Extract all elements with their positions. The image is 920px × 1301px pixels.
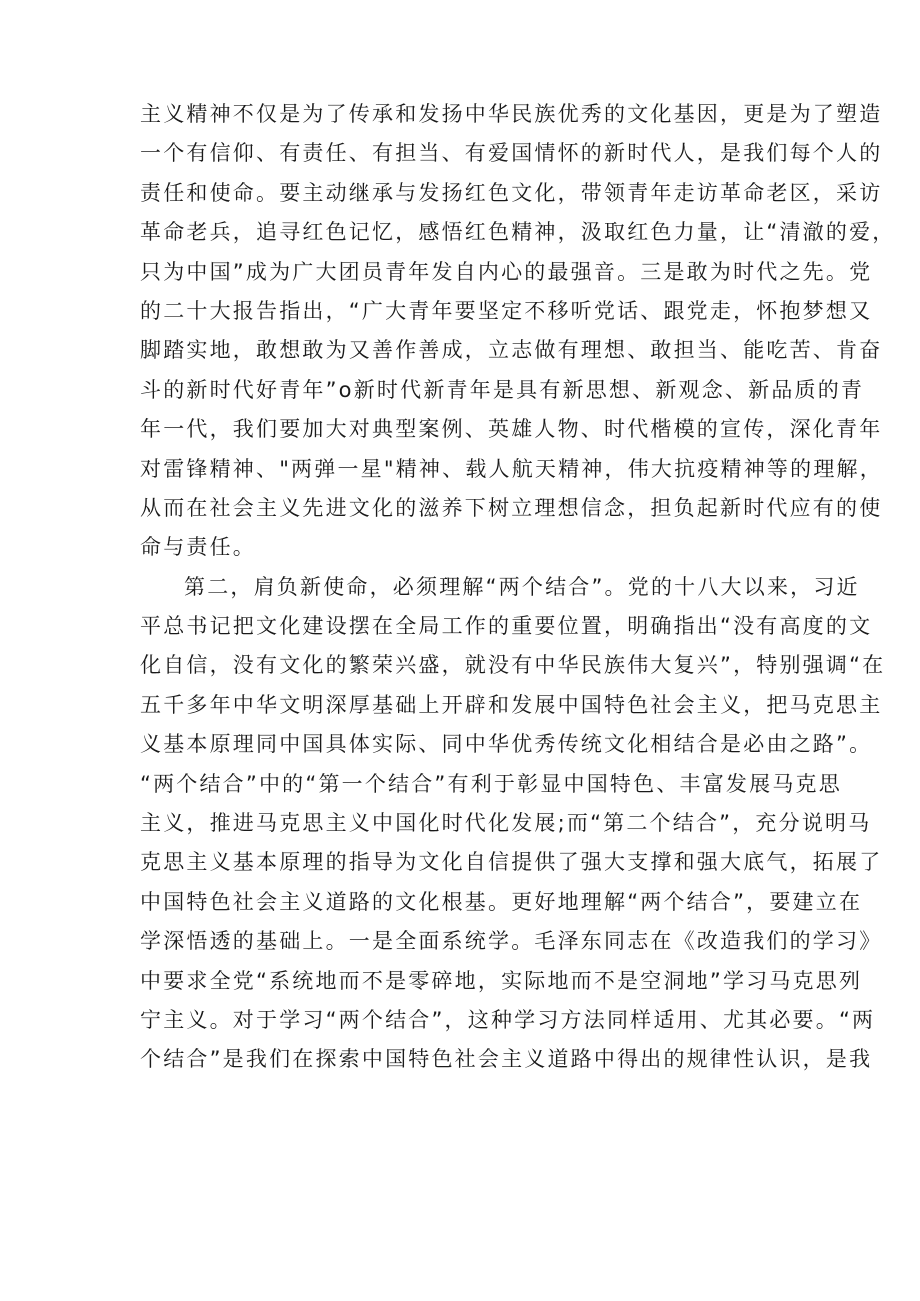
- text-line: 的二十大报告指出，“广大青年要坚定不移听党话、跟党走，怀抱梦想又: [140, 298, 873, 323]
- text-line: “两个结合”中的“第一个结合”有利于彰显中国特色、丰富发展马克思: [140, 771, 842, 796]
- text-line: 学深悟透的基础上。一是全面系统学。毛泽东同志在《改造我们的学习》: [140, 929, 883, 954]
- text-line: 主义精神不仅是为了传承和发扬中华民族优秀的文化基因，更是为了塑造: [140, 102, 883, 126]
- text-line: 斗的新时代好青年”o新时代新青年是具有新思想、新观念、新品质的青: [140, 377, 865, 402]
- text-line: 责任和使命。要主动继承与发扬红色文化，带领青年走访革命老区，采访: [140, 180, 883, 205]
- text-line: 年一代，我们要加大对典型案例、英雄人物、时代楷模的宣传，深化青年: [140, 417, 883, 442]
- text-line: 克思主义基本原理的指导为文化自信提供了强大支撑和强大底气，拓展了: [140, 850, 883, 875]
- text-line: 义基本原理同中国具体实际、同中华优秀传统文化相结合是必由之路”。: [140, 732, 873, 757]
- text-line: 命与责任。: [140, 535, 256, 560]
- text-line: 主义，推进马克思主义中国化时代化发展;而“第二个结合”，充分说明马: [140, 811, 872, 836]
- text-line: 从而在社会主义先进文化的滋养下树立理想信念，担负起新时代应有的使: [140, 495, 883, 520]
- text-line: 化自信，没有文化的繁荣兴盛，就没有中华民族伟大复兴”，特别强调“在: [140, 653, 886, 678]
- text-line: 宁主义。对于学习“两个结合”，这种学习方法同样适用、尤其必要。“两: [140, 1007, 876, 1032]
- text-line: 一个有信仰、有责任、有担当、有爱国情怀的新时代人，是我们每个人的: [140, 141, 883, 166]
- text-line: 脚踏实地，敢想敢为又善作善成，立志做有理想、敢担当、能吃苦、肯奋: [140, 338, 883, 363]
- text-line: 中要求全党“系统地而不是零碎地，实际地而不是空洞地”学习马克思列: [140, 968, 863, 993]
- text-line: 只为中国”成为广大团员青年发自内心的最强音。三是敢为时代之先。党: [140, 259, 873, 284]
- paragraph-start-line: 第二，肩负新使命，必须理解“两个结合”。党的十八大以来，习近: [184, 574, 860, 599]
- text-line: 个结合”是我们在探索中国特色社会主义道路中得出的规律性认识，是我: [140, 1047, 873, 1072]
- body-text: [140, 95, 896, 1080]
- text-line: 五千多年中华文明深厚基础上开辟和发展中国特色社会主义，把马克思主: [140, 692, 883, 717]
- text-line: 中国特色社会主义道路的文化根基。更好地理解“两个结合”，要建立在: [140, 889, 863, 914]
- text-line: 对雷锋精神、"两弹一星"精神、载人航天精神，伟大抗疫精神等的理解，: [140, 456, 883, 481]
- text-line: 平总书记把文化建设摆在全局工作的重要位置，明确指出“没有高度的文: [140, 614, 873, 639]
- text-line: 革命老兵，追寻红色记忆，感悟红色精神，汲取红色力量，让“清澈的爱，: [140, 220, 896, 245]
